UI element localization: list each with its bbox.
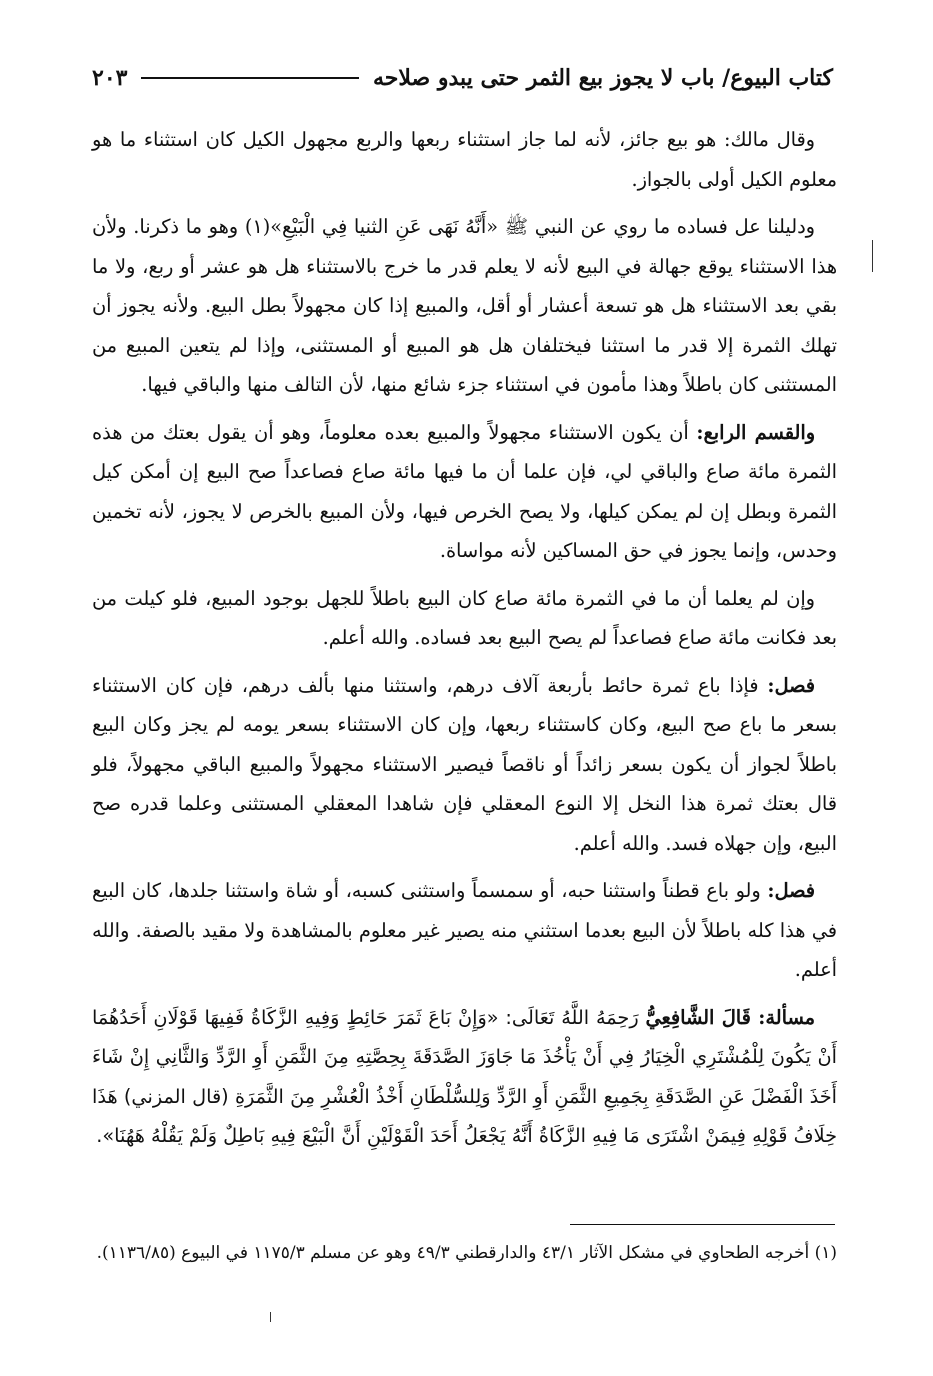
paragraph — [92, 666, 837, 864]
paragraph-lead: والقسم الرابع: — [696, 420, 816, 444]
paragraph-lead: فصل: — [767, 673, 815, 697]
page-header — [92, 58, 833, 98]
paragraph-text: ولو باع قطناً واستثنا حبه، أو سمسماً واستثنى كسبه، أو شاة واستثنا جلدها، كان البيع في هذا كله باطلاً لأن البيع بعدما استثني منه يصير غير معلوم بالمشاهدة ولا مقيد بالصفة. والله أعلم. — [92, 879, 837, 981]
paragraph — [92, 120, 837, 199]
main-text — [92, 120, 837, 1164]
page-number: ٢٠٣ — [92, 65, 128, 91]
paragraph-text: ودليلنا عل فساده ما روي عن النبي ﷺ «أَنَّهُ نَهَى عَنِ الثنيا فِي الْبَيْعِ»(١) وهو ما ذكرنا. ولأن هذا الاستثناء يوقع جهالة في البيع لأنه لا يعلم قدر ما خرج بالاستثناء هل هو عشر أو ربع، ولا ما بقي بعد الاستثناء هل هو تسعة أعشار أو أقل، والمبيع إذا كان مجهولاً بطل البيع. ولأنه يجوز أن تهلك الثمرة إلا قدر ما استثنا فيختلفان هل هو المبيع أو المستثنى، وإذا لم يتعين المبيع من المستثنى كان باطلاً وهذا مأمون في استثناء جزء شائع منها، لأن التالف منها والباقي فيها. — [92, 215, 837, 396]
masala-paragraph — [92, 998, 837, 1156]
paragraph — [92, 413, 837, 571]
paragraph-text: وإن لم يعلما أن ما في الثمرة مائة صاع كان البيع باطلاً للجهل بوجود المبيع، فلو كيلت من بعد فكانت مائة صاع فصاعداً لم يصح البيع بعد فساده. والله أعلم. — [92, 586, 837, 649]
paragraph-text: أن يكون الاستثناء مجهولاً والمبيع بعده معلوماً، وهو أن يقول بعتك من هذه الثمرة مائة صاع والباقي لي، فإن علما أن ما فيها مائة صاع فصاعداً صح البيع إن أمكن كيل الثمرة وبطل إن لم يمكن كيلها، ولا يصح الخرص فيها، ولأن المبيع بالخرص لا يجوز، لأنه تخمين وحدس، وإنما يجوز في حق المساكين لأنه مواساة. — [92, 420, 837, 562]
masala-lead: مسألة: قَالَ الشَّافِعِيُّ — [645, 1005, 815, 1029]
header-rule — [141, 77, 359, 79]
footnote-separator — [570, 1224, 835, 1225]
paragraph — [92, 579, 837, 658]
paragraph — [92, 871, 837, 990]
running-title: كتاب البيوع/ باب لا يجوز بيع الثمر حتى يبدو صلاحه — [373, 65, 833, 91]
footnote: (١) أخرجه الطحاوي في مشكل الآثار ٤٣/١ والدارقطني ٤٩/٣ وهو عن مسلم ١١٧٥/٣ في البيوع (١١٣٦/٨٥). — [96, 1243, 837, 1263]
paragraph-text: فإذا باع ثمرة حائط بأربعة آلاف درهم، واستثنا منها بألف درهم، فإن كان الاستثناء بسعر ما باع صح البيع، وكان كاستثناء ربعها، وإن كان الاستثناء بسعر يومه لم يجز وكان البيع باطلاً لجواز أن يكون بسعر زائداً أو ناقصاً فيصير الاستثناء مجهولاً والمبيع الباقي مجهولاً، فلو قال بعتك ثمرة هذا النخل إلا النوع المعقلي فإن شاهدا المعقلي المستثنى وعلما قدره صح البيع، وإن جهلاه فسد. والله أعلم. — [92, 673, 837, 855]
margin-mark — [270, 1312, 272, 1322]
masala-text: رَحِمَهُ اللَّهُ تَعَالَى: «وَإِنْ بَاعَ ثَمَرَ حَائِطٍ وَفِيهِ الزَّكَاةُ فَفِيهَا قَوْلَانِ أَحَدُهُمَا أَنْ يَكُونَ لِلْمُشْتَرِي الْخِيَارُ فِي أَنْ يَأْخُذَ مَا جَاوَزَ الصَّدَقَةَ بِحِصَّتِهِ مِنَ الثَّمَنِ أَوِ الرَّدِّ وَالثَّانِي إِنْ شَاءَ أَخَذَ الْفَضْلَ عَنِ الصَّدَقَةِ بِجَمِيعِ الثَّمَنِ أَوِ الرَّدِّ وَلِلسُّلْطَانِ أَخْذُ الْعُشْرِ مِنَ الثَّمَرَةِ (قال المزني) هَذَا خِلَافُ قَوْلِهِ فِيمَنْ اشْتَرَى مَا فِيهِ الزَّكَاةُ أَنَّهُ يَجْعَلُ أَحَدَ الْقَوْلَيْنِ أَنَّ الْبَيْعَ فِيهِ بَاطِلٌ وَلَمْ يَقُلْهُ هَهُنَا». — [92, 1005, 837, 1147]
paragraph — [92, 207, 837, 405]
footnotes — [92, 1236, 837, 1271]
paragraph-lead: فصل: — [767, 879, 815, 902]
paragraph-text: وقال مالك: هو بيع جائز، لأنه لما جاز استثناء ربعها والربع مجهول الكيل كان استثناء ما هو معلوم الكيل أولى بالجواز. — [92, 128, 837, 191]
margin-mark — [872, 240, 874, 272]
